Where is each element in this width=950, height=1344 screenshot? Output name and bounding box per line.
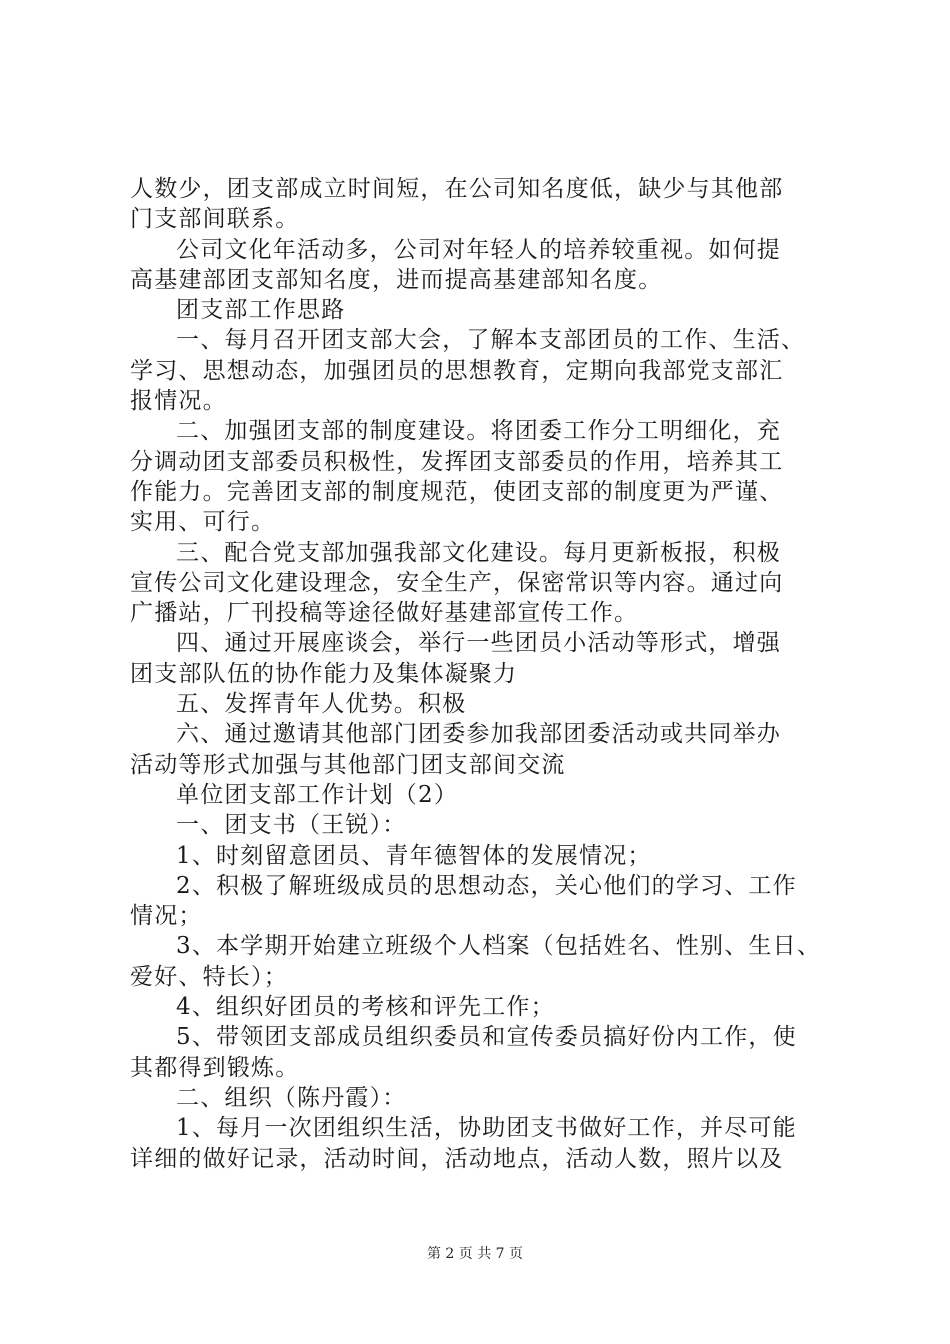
text-line: 高基建部团支部知名度，进而提高基建部知名度。 [130,266,663,293]
text-line: 3、本学期开始建立班级个人档案（包括姓名、性别、生日、 [176,933,822,960]
text-line: 六、通过邀请其他部门团委参加我部团委活动或共同举办 [176,721,781,748]
text-line: 1、每月一次团组织生活，协助团支书做好工作，并尽可能 [176,1115,797,1142]
text-line: 实用、可行。 [130,509,276,536]
text-line: 团支部队伍的协作能力及集体凝聚力 [130,660,518,687]
text-line: 情况； [130,903,203,930]
text-line: 1、时刻留意团员、青年德智体的发展情况； [176,842,652,869]
text-line: 学习、思想动态，加强团员的思想教育，定期向我部党支部汇 [130,357,784,384]
text-line: 爱好、特长）； [130,963,288,990]
text-line: 单位团支部工作计划（2） [176,781,459,808]
text-line: 4、组织好团员的考核和评先工作； [176,994,555,1021]
text-line: 人数少，团支部成立时间短，在公司知名度低，缺少与其他部 [130,176,784,202]
text-line: 五、发挥青年人优势。积极 [176,691,467,718]
text-line: 二、组织（陈丹霞）： [176,1084,407,1111]
text-line: 二、加强团支部的制度建设。将团委工作分工明细化，充 [176,418,781,445]
text-line: 宣传公司文化建设理念，安全生产，保密常识等内容。通过向 [130,569,784,596]
text-line: 四、通过开展座谈会，举行一些团员小活动等形式，增强 [176,630,781,657]
text-line: 2、积极了解班级成员的思想动态，关心他们的学习、工作 [176,872,797,899]
text-line: 5、带领团支部成员组织委员和宣传委员搞好份内工作，使 [176,1024,797,1051]
text-line: 公司文化年活动多，公司对年轻人的培养较重视。如何提 [176,236,781,263]
text-line: 活动等形式加强与其他部门团支部间交流 [130,751,566,778]
text-line: 一、每月召开团支部大会，了解本支部团员的工作、生活、 [176,327,806,354]
page-footer [0,1243,950,1263]
text-line: 团支部工作思路 [176,297,346,324]
page-number-label: 第 2 页 共 7 页 [426,1246,524,1262]
text-line: 详细的做好记录，活动时间，活动地点，活动人数，照片以及 [130,1145,784,1172]
text-line: 作能力。完善团支部的制度规范，使团支部的制度更为严谨、 [130,478,784,505]
text-line: 报情况。 [130,388,227,415]
text-line: 分调动团支部委员积极性，发挥团支部委员的作用，培养其工 [130,448,784,475]
text-line: 一、团支书（王锐）： [176,812,407,839]
text-line: 三、配合党支部加强我部文化建设。每月更新板报，积极 [176,539,781,566]
text-line: 其都得到锻炼。 [130,1054,300,1081]
document-body [130,174,836,1174]
text-line: 门支部间联系。 [130,206,300,233]
text-line: 广播站，厂刊投稿等途径做好基建部宣传工作。 [130,600,639,627]
